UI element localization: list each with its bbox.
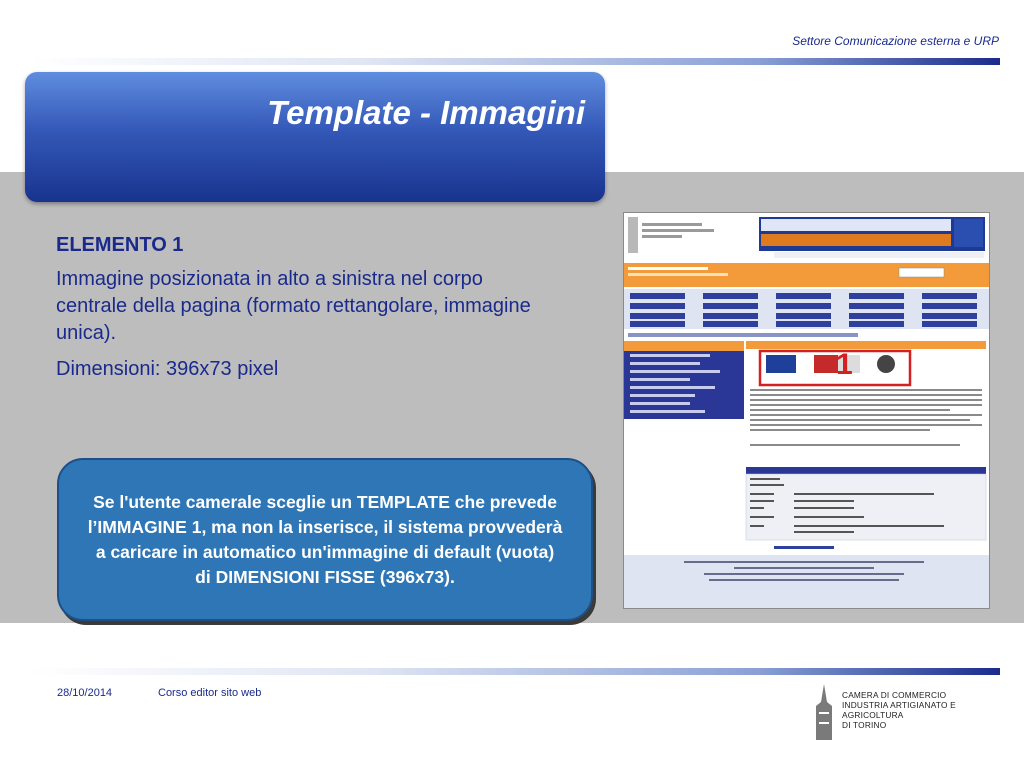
mole-antonelliana-icon: [810, 682, 838, 742]
website-screenshot-schematic: [624, 213, 989, 608]
header-department: Settore Comunicazione esterna e URP: [792, 34, 999, 48]
website-screenshot: [623, 212, 990, 609]
logo-line-3: DI TORINO: [842, 720, 887, 730]
logo-text: [842, 690, 1010, 730]
element-description-block: [56, 232, 556, 392]
logo-line-2: INDUSTRIA ARTIGIANATO E AGRICOLTURA: [842, 700, 956, 720]
chamber-logo: [810, 682, 1010, 742]
element-dimensions: Dimensioni: 396x73 pixel: [56, 358, 279, 380]
footer-rule: [30, 668, 1000, 675]
header-rule: [30, 58, 1000, 65]
footer-date: 28/10/2014: [57, 687, 113, 699]
element-heading: ELEMENTO 1: [56, 234, 184, 256]
default-image-callout: Se l'utente camerale sceglie un TEMPLATE che prevede l’IMMAGINE 1, ma non la inserisce, il sistema provvederà a caricare in automatico un'immagine di default (vuota) di DIMENSIONI FISSE (396x73).: [57, 458, 593, 621]
image-1-marker: 1: [836, 348, 853, 381]
slide-title: Template - Immagini: [267, 94, 585, 131]
element-description: Immagine posizionata in alto a sinistra nel corpo centrale della pagina (formato rettangolare, immagine unica).: [56, 268, 531, 344]
footer-course: Corso editor sito web: [158, 687, 262, 699]
title-box: [25, 72, 605, 202]
logo-line-1: CAMERA DI COMMERCIO: [842, 690, 947, 700]
